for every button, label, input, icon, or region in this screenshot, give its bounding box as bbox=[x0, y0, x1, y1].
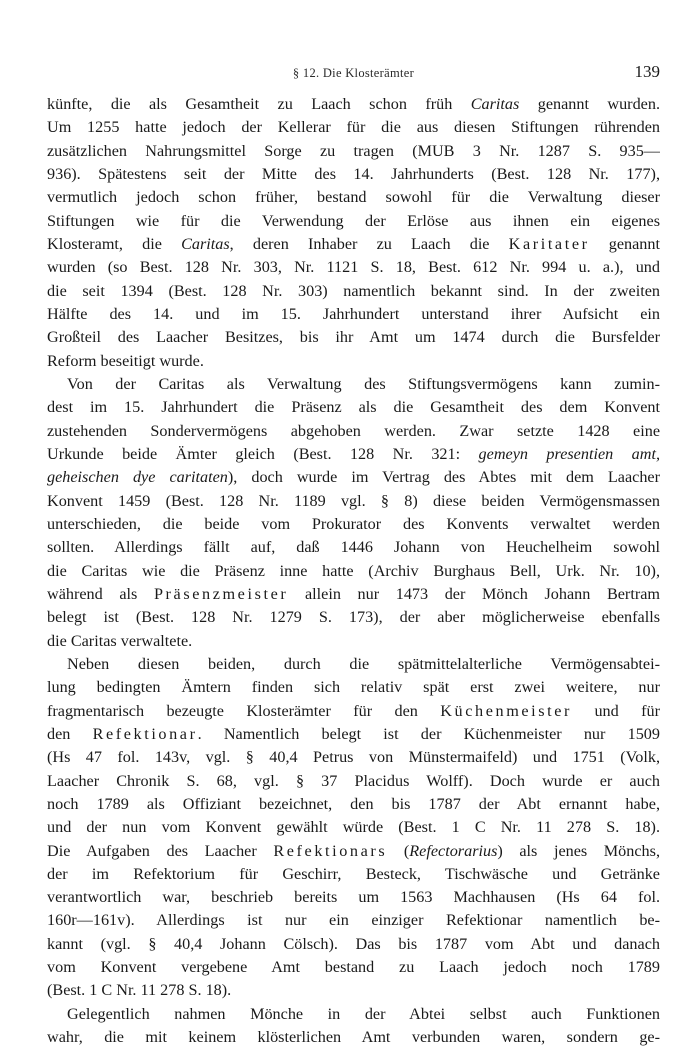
text-line: 160r—161v). Allerdings ist nur ein einziger Refektionar namentlich be- bbox=[47, 911, 660, 930]
page-number: 139 bbox=[634, 62, 660, 81]
running-title: § 12. Die Klosterämter bbox=[292, 66, 415, 80]
body-text bbox=[47, 93, 660, 1049]
text-line: 936). Spätestens seit der Mitte des 14. Jahrhunderts (Best. 128 Nr. 177), bbox=[47, 164, 660, 183]
text-line: Klosteramt, die Caritas, deren Inhaber zu Laach die Karitater genannt bbox=[47, 234, 660, 253]
text-line: fragmentarisch bezeugte Klosterämter für den Küchenmeister und für bbox=[47, 701, 660, 720]
text-line: Stiftungen wie für die Verwendung der Erlöse aus ihnen ein eigenes bbox=[47, 211, 660, 230]
text-line: unterschieden, die beide vom Prokurator des Konvents verwaltet werden bbox=[47, 514, 660, 533]
text-line: Laacher Chronik S. 68, vgl. § 37 Placidus Wolff). Doch wurde er auch bbox=[47, 771, 660, 790]
text-line: Um 1255 hatte jedoch der Kellerar für die aus diesen Stiftungen rührenden bbox=[47, 118, 660, 137]
text-line: Die Aufgaben des Laacher Refektionars (Refectorarius) als jenes Mönchs, bbox=[47, 841, 660, 860]
text-line: die Caritas wie die Präsenz inne hatte (Archiv Burghaus Bell, Urk. Nr. 10), bbox=[47, 561, 660, 580]
text-line: Reform beseitigt wurde. bbox=[47, 351, 204, 370]
text-line: die Caritas verwaltete. bbox=[47, 631, 193, 650]
text-line: und der nun vom Konvent gewählt würde (Best. 1 C Nr. 11 278 S. 18). bbox=[47, 818, 660, 837]
text-line: Konvent 1459 (Best. 128 Nr. 1189 vgl. § 8) diese beiden Vermögensmassen bbox=[47, 491, 660, 510]
text-line: Großteil des Laacher Besitzes, bis ihr Amt um 1474 durch die Bursfelder bbox=[47, 328, 660, 347]
text-line: belegt ist (Best. 128 Nr. 1279 S. 173), der aber möglicherweise ebenfalls bbox=[47, 608, 660, 627]
text-line: Von der Caritas als Verwaltung des Stiftungsvermögens kann zumin- bbox=[67, 374, 660, 393]
text-line: Urkunde beide Ämter gleich (Best. 128 Nr. 321: gemeyn presentien amt, bbox=[47, 444, 660, 463]
text-line: Gelegentlich nahmen Mönche in der Abtei selbst auch Funktionen bbox=[67, 1004, 660, 1023]
text-line: vom Konvent vergebene Amt bestand zu Laach jedoch noch 1789 bbox=[47, 958, 660, 977]
text-line: die seit 1394 (Best. 128 Nr. 303) namentlich bekannt sind. In der zweiten bbox=[47, 281, 660, 300]
running-header bbox=[47, 62, 660, 84]
text-line: Neben diesen beiden, durch die spätmittelalterliche Vermögensabtei- bbox=[67, 654, 660, 673]
text-line: zusätzlichen Nahrungsmittel Sorge zu tragen (MUB 3 Nr. 1287 S. 935— bbox=[47, 141, 660, 160]
text-line: künfte, die als Gesamtheit zu Laach schon früh Caritas genannt wurden. bbox=[47, 95, 660, 113]
text-line: dest im 15. Jahrhundert die Präsenz als die Gesamtheit des dem Konvent bbox=[47, 398, 660, 417]
text-line: lung bedingten Ämtern finden sich relativ spät erst zwei weitere, nur bbox=[47, 678, 660, 697]
text-line: der im Refektorium für Geschirr, Besteck, Tischwäsche und Getränke bbox=[47, 864, 660, 883]
text-line: (Hs 47 fol. 143v, vgl. § 40,4 Petrus von Münstermaifeld) und 1751 (Volk, bbox=[47, 748, 660, 767]
book-page bbox=[47, 0, 660, 1048]
text-line: vermutlich jedoch schon früher, bestand sowohl für die Verwaltung dieser bbox=[47, 188, 660, 207]
text-line: noch 1789 als Offiziant bezeichnet, den bis 1787 der Abt ernannt habe, bbox=[47, 794, 660, 813]
text-line: zustehenden Sondervermögens abgehoben werden. Zwar setzte 1428 eine bbox=[47, 421, 660, 440]
text-line: wahr, die mit keinem klösterlichen Amt verbunden waren, sondern ge- bbox=[47, 1028, 660, 1047]
text-line: kannt (vgl. § 40,4 Johann Cölsch). Das bis 1787 vom Abt und danach bbox=[47, 934, 660, 953]
text-line: verantwortlich war, beschrieb bereits um 1563 Machhausen (Hs 64 fol. bbox=[47, 888, 660, 907]
text-line: geheischen dye caritaten), doch wurde im Vertrag des Abtes mit dem Laacher bbox=[47, 468, 660, 487]
text-line: den Refektionar. Namentlich belegt ist der Küchenmeister nur 1509 bbox=[47, 724, 660, 743]
text-line: während als Präsenzmeister allein nur 1473 der Mönch Johann Bertram bbox=[47, 584, 660, 603]
text-line: sollten. Allerdings fällt auf, daß 1446 Johann von Heuchelheim sowohl bbox=[47, 538, 660, 557]
text-line: wurden (so Best. 128 Nr. 303, Nr. 1121 S. 18, Best. 612 Nr. 994 u. a.), und bbox=[47, 258, 660, 277]
text-line: Hälfte des 14. und im 15. Jahrhundert unterstand ihrer Aufsicht ein bbox=[47, 304, 660, 323]
text-line: (Best. 1 C Nr. 11 278 S. 18). bbox=[47, 981, 232, 1000]
